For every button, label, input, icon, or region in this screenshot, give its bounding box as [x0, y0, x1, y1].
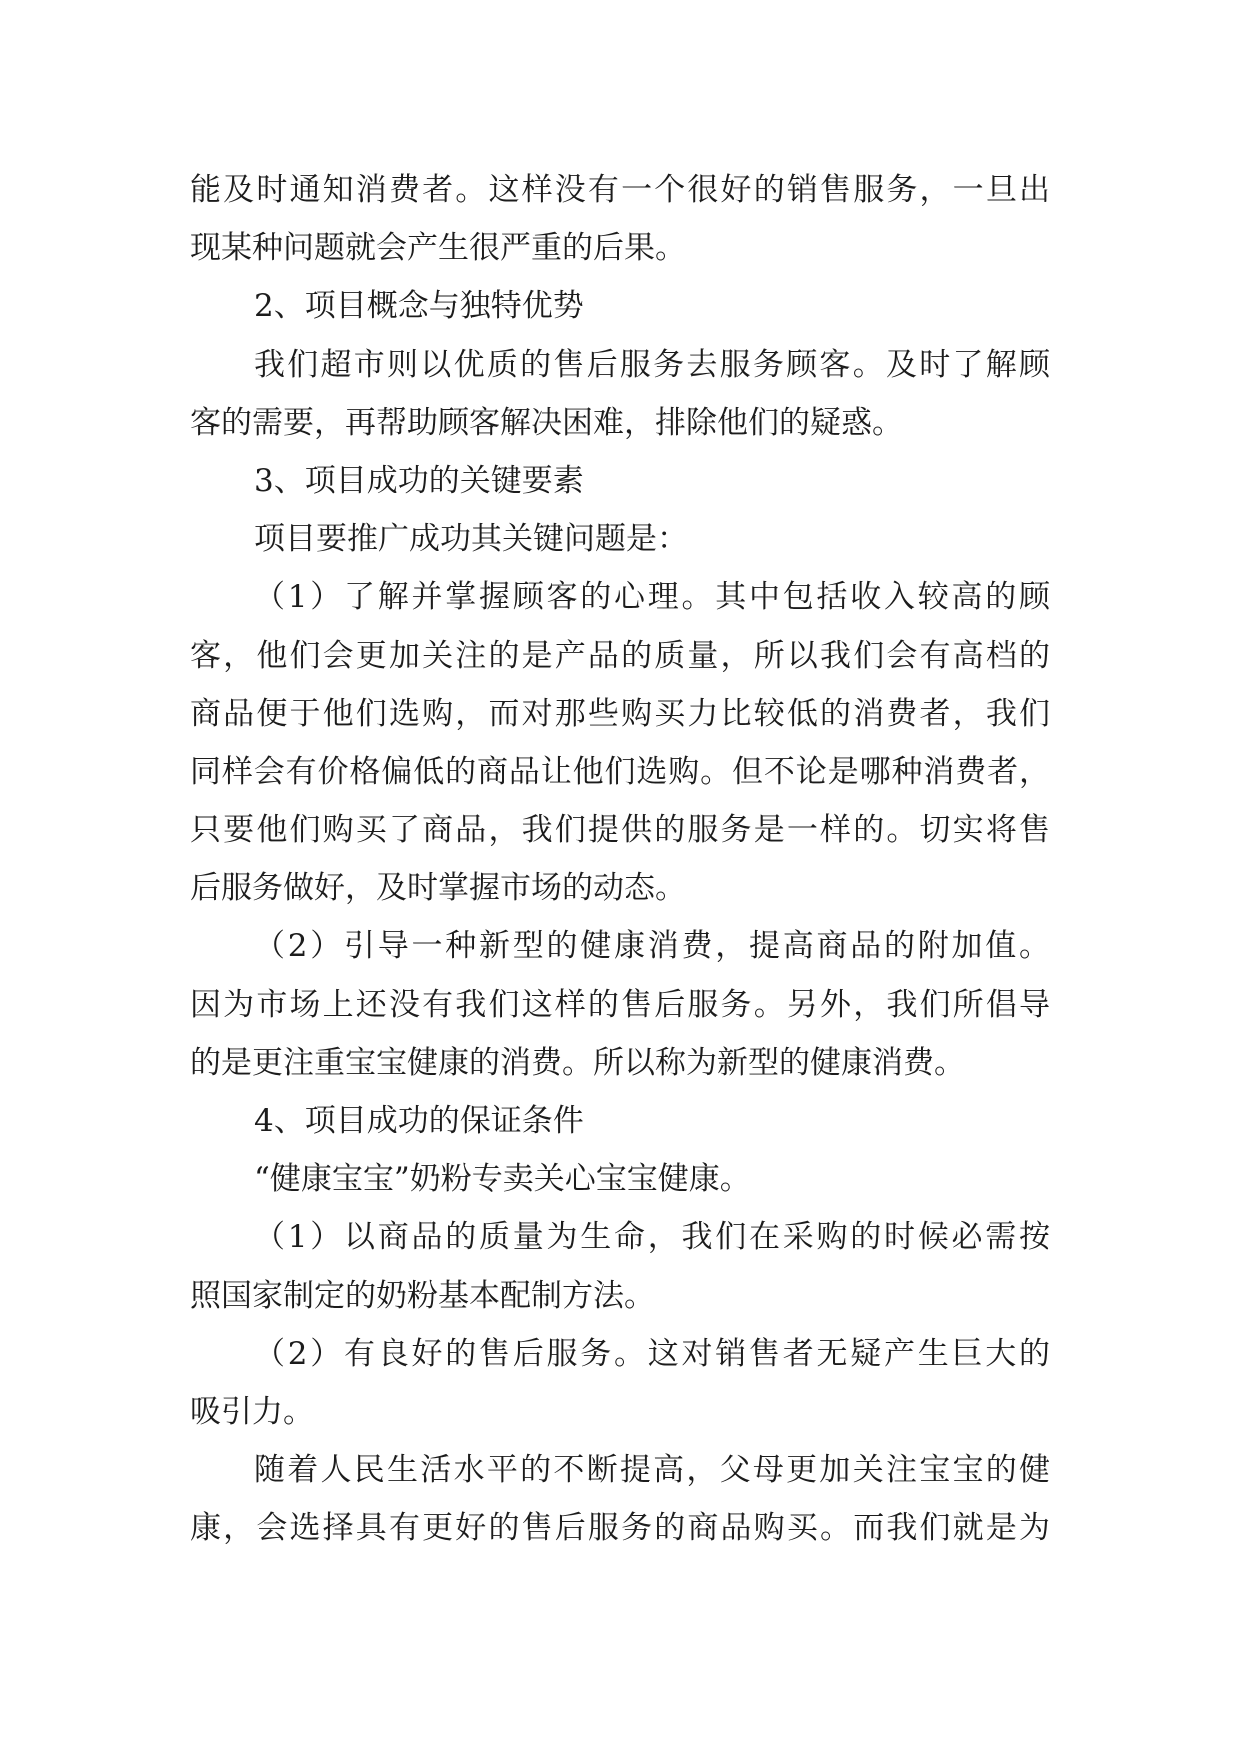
- text-line: 后服务做好，及时掌握市场的动态。: [190, 870, 686, 907]
- text-line: “健康宝宝”奶粉专卖关心宝宝健康。: [254, 1161, 751, 1198]
- section-heading: 3、项目成功的关键要素: [254, 462, 584, 499]
- text-line: 项目要推广成功其关键问题是：: [254, 521, 688, 558]
- text-line: （2）引导一种新型的健康消费，提高商品的附加值。: [254, 928, 1050, 965]
- section-heading: 2、项目概念与独特优势: [254, 288, 584, 325]
- text-line: 照国家制定的奶粉基本配制方法。: [190, 1277, 655, 1314]
- text-line: 随着人民生活水平的不断提高，父母更加关注宝宝的健: [254, 1452, 1050, 1489]
- text-line: 吸引力。: [190, 1393, 314, 1430]
- body-text: [190, 161, 1050, 1558]
- text-line: （1）了解并掌握顾客的心理。其中包括收入较高的顾: [254, 579, 1050, 616]
- text-line: 能及时通知消费者。这样没有一个很好的销售服务，一旦出: [190, 172, 1050, 208]
- text-line: 商品便于他们选购，而对那些购买力比较低的消费者，我们: [190, 695, 1050, 732]
- text-line: 因为市场上还没有我们这样的售后服务。另外，我们所倡导: [190, 986, 1050, 1023]
- text-line: 现某种问题就会产生很严重的后果。: [190, 230, 686, 267]
- text-line: 的是更注重宝宝健康的消费。所以称为新型的健康消费。: [190, 1044, 965, 1081]
- text-line: 客的需要，再帮助顾客解决困难，排除他们的疑惑。: [190, 404, 903, 441]
- text-line: （2）有良好的售后服务。这对销售者无疑产生巨大的: [254, 1335, 1050, 1372]
- text-line: 康，会选择具有更好的售后服务的商品购买。而我们就是为: [190, 1510, 1050, 1547]
- text-line: 我们超市则以优质的售后服务去服务顾客。及时了解顾: [254, 346, 1050, 383]
- text-line: 同样会有价格偏低的商品让他们选购。但不论是哪种消费者，: [190, 753, 1050, 790]
- text-line: （1）以商品的质量为生命，我们在采购的时候必需按: [254, 1219, 1050, 1256]
- text-line: 只要他们购买了商品，我们提供的服务是一样的。切实将售: [190, 812, 1050, 849]
- section-heading: 4、项目成功的保证条件: [254, 1103, 584, 1139]
- text-line: 客，他们会更加关注的是产品的质量，所以我们会有高档的: [190, 637, 1050, 674]
